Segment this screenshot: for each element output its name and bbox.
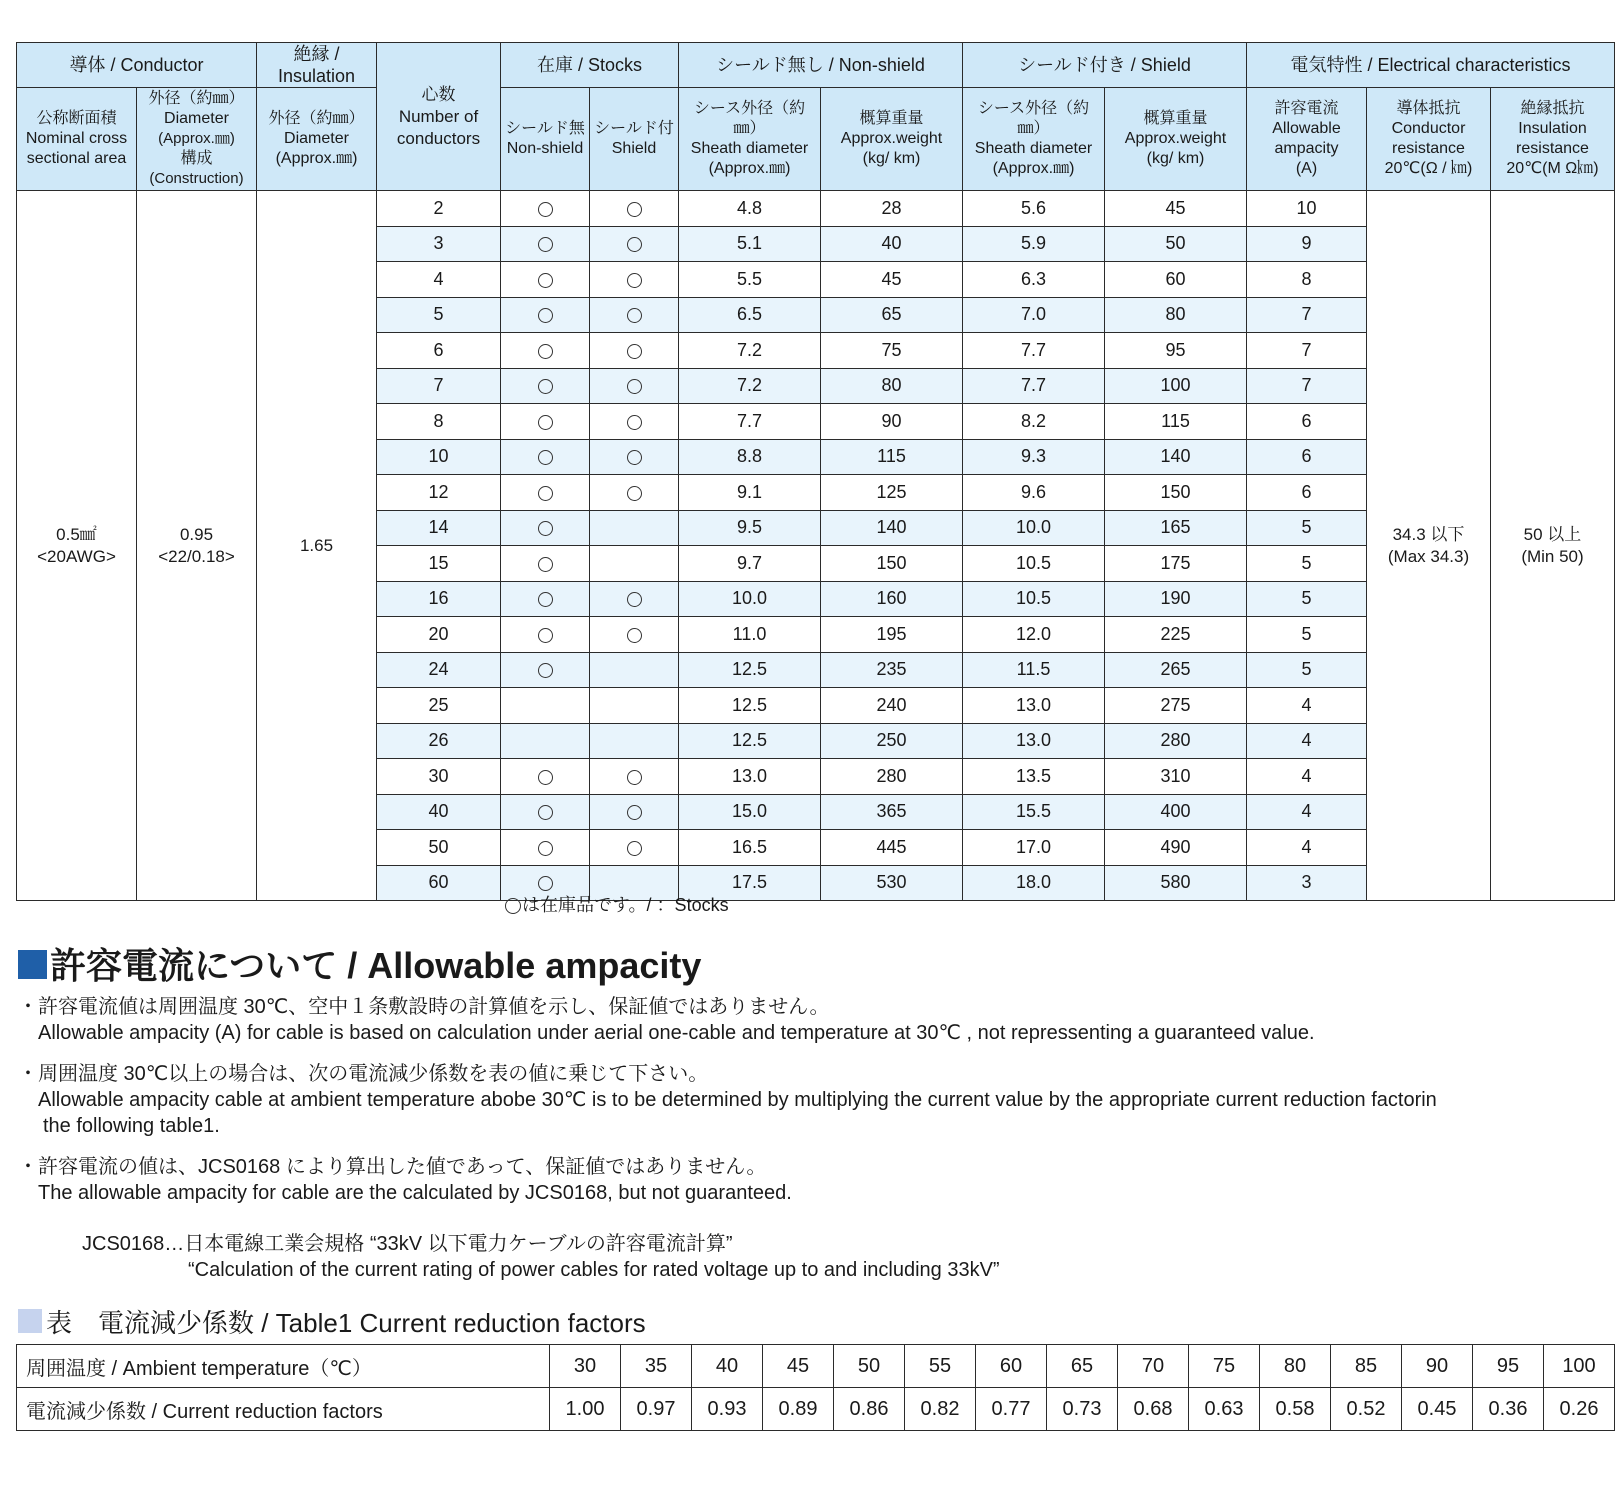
group-header-conductor: 導体 / Conductor — [17, 43, 257, 88]
cores-cell: 30 — [377, 759, 501, 795]
stock-circle-icon — [538, 663, 553, 678]
s-weight-cell: 45 — [1105, 191, 1247, 227]
stock-non-shield-cell — [501, 617, 590, 653]
ns-sheath-cell: 12.5 — [679, 723, 821, 759]
stock-non-shield-cell — [501, 404, 590, 440]
s-weight-cell: 280 — [1105, 723, 1247, 759]
temperature-value: 55 — [905, 1345, 976, 1388]
temperature-value: 95 — [1473, 1345, 1544, 1388]
ns-sheath-cell: 7.2 — [679, 368, 821, 404]
group-header-shield: シールド付き / Shield — [963, 43, 1247, 88]
stock-circle-icon — [538, 486, 553, 501]
stock-circle-icon — [627, 592, 642, 607]
header-ns-sheath-diameter: シース外径（約㎜） Sheath diameter (Approx.㎜) — [679, 88, 821, 191]
stock-non-shield-cell — [501, 723, 590, 759]
s-sheath-cell: 7.7 — [963, 368, 1105, 404]
header-s-sheath-diameter: シース外径（約㎜） Sheath diameter (Approx.㎜) — [963, 88, 1105, 191]
ampacity-cell: 3 — [1247, 865, 1367, 901]
cores-cell: 4 — [377, 262, 501, 298]
conductor-diameter-cell: 0.95 <22/0.18> — [137, 191, 257, 901]
s-weight-cell: 115 — [1105, 404, 1247, 440]
ns-weight-cell: 65 — [821, 297, 963, 333]
stock-circle-icon — [505, 898, 521, 914]
ns-sheath-cell: 5.1 — [679, 226, 821, 262]
stock-circle-icon — [538, 379, 553, 394]
s-weight-cell: 225 — [1105, 617, 1247, 653]
stock-shield-cell — [590, 546, 679, 582]
s-weight-cell: 60 — [1105, 262, 1247, 298]
stock-non-shield-cell — [501, 546, 590, 582]
ns-sheath-cell: 12.5 — [679, 688, 821, 724]
table1-title: 表 電流減少係数 / Table1 Current reduction factors — [18, 1306, 646, 1340]
cores-cell: 14 — [377, 510, 501, 546]
ns-weight-cell: 125 — [821, 475, 963, 511]
stock-circle-icon — [538, 237, 553, 252]
ampacity-cell: 7 — [1247, 297, 1367, 333]
s-sheath-cell: 9.3 — [963, 439, 1105, 475]
temperature-value: 70 — [1118, 1345, 1189, 1388]
ns-sheath-cell: 9.7 — [679, 546, 821, 582]
factor-value: 0.68 — [1118, 1388, 1189, 1431]
temperature-value: 65 — [1047, 1345, 1118, 1388]
s-sheath-cell: 7.0 — [963, 297, 1105, 333]
ns-sheath-cell: 9.1 — [679, 475, 821, 511]
ns-weight-cell: 28 — [821, 191, 963, 227]
temperature-value: 80 — [1260, 1345, 1331, 1388]
stock-circle-icon — [627, 841, 642, 856]
stock-non-shield-cell — [501, 759, 590, 795]
s-weight-cell: 100 — [1105, 368, 1247, 404]
ampacity-cell: 4 — [1247, 759, 1367, 795]
temperature-value: 100 — [1544, 1345, 1615, 1388]
stock-circle-icon — [627, 486, 642, 501]
factor-value: 0.93 — [692, 1388, 763, 1431]
ns-sheath-cell: 11.0 — [679, 617, 821, 653]
stock-shield-cell — [590, 652, 679, 688]
nominal-area-cell: 0.5㎟ <20AWG> — [17, 191, 137, 901]
stock-circle-icon — [538, 202, 553, 217]
group-header-stocks: 在庫 / Stocks — [501, 43, 679, 88]
group-header-non-shield: シールド無し / Non-shield — [679, 43, 963, 88]
stock-shield-cell — [590, 830, 679, 866]
s-sheath-cell: 15.5 — [963, 794, 1105, 830]
temperature-value: 50 — [834, 1345, 905, 1388]
s-sheath-cell: 18.0 — [963, 865, 1105, 901]
ns-weight-cell: 45 — [821, 262, 963, 298]
cores-cell: 60 — [377, 865, 501, 901]
s-weight-cell: 165 — [1105, 510, 1247, 546]
ns-weight-cell: 365 — [821, 794, 963, 830]
cores-cell: 16 — [377, 581, 501, 617]
cable-spec-table — [16, 42, 1615, 901]
s-weight-cell: 310 — [1105, 759, 1247, 795]
ampacity-cell: 5 — [1247, 652, 1367, 688]
stock-circle-icon — [538, 557, 553, 572]
ampacity-cell: 6 — [1247, 475, 1367, 511]
cores-cell: 5 — [377, 297, 501, 333]
s-weight-cell: 175 — [1105, 546, 1247, 582]
table-row — [17, 191, 1615, 227]
cores-cell: 20 — [377, 617, 501, 653]
stock-shield-cell — [590, 368, 679, 404]
ampacity-paragraph-3: ・許容電流の値は、JCS0168 により算出した値であって、保証値ではありません。 The allowable ampacity for cable are the calculated by JCS0168, but not guaranteed. — [18, 1156, 792, 1204]
ns-weight-cell: 530 — [821, 865, 963, 901]
stock-shield-cell — [590, 688, 679, 724]
s-sheath-cell: 17.0 — [963, 830, 1105, 866]
s-sheath-cell: 9.6 — [963, 475, 1105, 511]
s-sheath-cell: 8.2 — [963, 404, 1105, 440]
factor-value: 0.58 — [1260, 1388, 1331, 1431]
stock-circle-icon — [627, 628, 642, 643]
stock-circle-icon — [627, 202, 642, 217]
group-header-insulation: 絶縁 / Insulation — [257, 43, 377, 88]
ns-sheath-cell: 4.8 — [679, 191, 821, 227]
temperature-label: 周囲温度 / Ambient temperature（℃） — [17, 1345, 550, 1388]
ampacity-cell: 4 — [1247, 723, 1367, 759]
stock-circle-icon — [538, 592, 553, 607]
stock-circle-icon — [538, 628, 553, 643]
s-sheath-cell: 13.0 — [963, 723, 1105, 759]
ns-weight-cell: 445 — [821, 830, 963, 866]
stock-circle-icon — [538, 450, 553, 465]
s-sheath-cell: 5.9 — [963, 226, 1105, 262]
factor-value: 0.52 — [1331, 1388, 1402, 1431]
stock-non-shield-cell — [501, 581, 590, 617]
s-sheath-cell: 5.6 — [963, 191, 1105, 227]
stock-non-shield-cell — [501, 226, 590, 262]
factor-value: 0.97 — [621, 1388, 692, 1431]
stock-non-shield-cell — [501, 297, 590, 333]
temperature-value: 60 — [976, 1345, 1047, 1388]
ns-sheath-cell: 16.5 — [679, 830, 821, 866]
cores-cell: 7 — [377, 368, 501, 404]
ns-sheath-cell: 10.0 — [679, 581, 821, 617]
stock-circle-icon — [627, 415, 642, 430]
header-nominal-area: 公称断面積 Nominal cross sectional area — [17, 88, 137, 191]
s-sheath-cell: 7.7 — [963, 333, 1105, 369]
stock-circle-icon — [538, 415, 553, 430]
s-weight-cell: 150 — [1105, 475, 1247, 511]
group-header-electrical: 電気特性 / Electrical characteristics — [1247, 43, 1615, 88]
ampacity-paragraph-1: ・許容電流値は周囲温度 30℃、空中１条敷設時の計算値を示し、保証値ではありません。 Allowable ampacity (A) for cable is based on calculation under aerial one-cable and temperature at 30℃ , not repressenting a guaranteed value. — [18, 996, 1315, 1044]
factor-value: 0.36 — [1473, 1388, 1544, 1431]
ns-sheath-cell: 5.5 — [679, 262, 821, 298]
factor-value: 0.77 — [976, 1388, 1047, 1431]
square-bullet-icon — [18, 950, 47, 979]
stock-shield-cell — [590, 510, 679, 546]
ns-weight-cell: 240 — [821, 688, 963, 724]
ampacity-cell: 7 — [1247, 368, 1367, 404]
header-ampacity: 許容電流 Allowable ampacity (A) — [1247, 88, 1367, 191]
stock-non-shield-cell — [501, 262, 590, 298]
stock-shield-cell — [590, 723, 679, 759]
stock-legend-note: は在庫品です。/ ：Stocks — [505, 891, 729, 917]
ampacity-cell: 5 — [1247, 510, 1367, 546]
header-conductor-diameter: 外径（約㎜） Diameter (Approx.㎜) 構成 (Construction) — [137, 88, 257, 191]
s-weight-cell: 580 — [1105, 865, 1247, 901]
ampacity-cell: 9 — [1247, 226, 1367, 262]
stock-non-shield-cell — [501, 475, 590, 511]
stock-circle-icon — [627, 805, 642, 820]
ns-weight-cell: 150 — [821, 546, 963, 582]
stock-shield-cell — [590, 617, 679, 653]
header-insulation-resistance: 絶縁抵抗 Insulation resistance 20℃(M Ω㎞) — [1491, 88, 1615, 191]
header-s-weight: 概算重量 Approx.weight (kg/ km) — [1105, 88, 1247, 191]
stock-non-shield-cell — [501, 191, 590, 227]
temperature-row — [17, 1345, 1615, 1388]
stock-circle-icon — [538, 521, 553, 536]
ampacity-cell: 4 — [1247, 794, 1367, 830]
cores-cell: 12 — [377, 475, 501, 511]
cores-cell: 8 — [377, 404, 501, 440]
stock-circle-icon — [627, 308, 642, 323]
s-weight-cell: 490 — [1105, 830, 1247, 866]
ampacity-cell: 5 — [1247, 581, 1367, 617]
ampacity-cell: 4 — [1247, 688, 1367, 724]
factor-value: 0.45 — [1402, 1388, 1473, 1431]
stock-circle-icon — [538, 876, 553, 891]
ns-weight-cell: 195 — [821, 617, 963, 653]
stock-shield-cell — [590, 794, 679, 830]
ns-sheath-cell: 6.5 — [679, 297, 821, 333]
ns-sheath-cell: 7.2 — [679, 333, 821, 369]
stock-circle-icon — [538, 841, 553, 856]
ampacity-cell: 7 — [1247, 333, 1367, 369]
stock-circle-icon — [627, 344, 642, 359]
header-stock-shield: シールド付 Shield — [590, 88, 679, 191]
header-ns-weight: 概算重量 Approx.weight (kg/ km) — [821, 88, 963, 191]
ampacity-cell: 5 — [1247, 617, 1367, 653]
stock-circle-icon — [627, 450, 642, 465]
ns-weight-cell: 75 — [821, 333, 963, 369]
factor-value: 0.82 — [905, 1388, 976, 1431]
reduction-factor-table — [16, 1344, 1615, 1431]
temperature-value: 30 — [550, 1345, 621, 1388]
ampacity-cell: 6 — [1247, 404, 1367, 440]
stock-shield-cell — [590, 404, 679, 440]
ns-weight-cell: 115 — [821, 439, 963, 475]
s-weight-cell: 50 — [1105, 226, 1247, 262]
stock-shield-cell — [590, 297, 679, 333]
ns-weight-cell: 140 — [821, 510, 963, 546]
stock-shield-cell — [590, 439, 679, 475]
factor-value: 0.89 — [763, 1388, 834, 1431]
ampacity-paragraph-2: ・周囲温度 30℃以上の場合は、次の電流減少係数を表の値に乗じて下さい。 Allowable ampacity cable at ambient temperature abobe 30℃ is to be determined by multiplying the current value by the appropriate current reduction factorin the following table1. — [18, 1063, 1437, 1137]
ampacity-cell: 10 — [1247, 191, 1367, 227]
temperature-value: 35 — [621, 1345, 692, 1388]
temperature-value: 85 — [1331, 1345, 1402, 1388]
s-sheath-cell: 13.0 — [963, 688, 1105, 724]
factor-value: 0.86 — [834, 1388, 905, 1431]
stock-circle-icon — [538, 344, 553, 359]
ampacity-cell: 8 — [1247, 262, 1367, 298]
stock-non-shield-cell — [501, 794, 590, 830]
header-num-conductors: 心数 Number of conductors — [377, 43, 501, 191]
header-conductor-resistance: 導体抵抗 Conductor resistance 20℃(Ω / ㎞) — [1367, 88, 1491, 191]
cores-cell: 40 — [377, 794, 501, 830]
stock-non-shield-cell — [501, 439, 590, 475]
s-weight-cell: 140 — [1105, 439, 1247, 475]
ns-sheath-cell: 15.0 — [679, 794, 821, 830]
stock-circle-icon — [627, 770, 642, 785]
stock-non-shield-cell — [501, 830, 590, 866]
s-sheath-cell: 6.3 — [963, 262, 1105, 298]
stock-circle-icon — [627, 273, 642, 288]
stock-circle-icon — [627, 237, 642, 252]
stock-shield-cell — [590, 262, 679, 298]
stock-non-shield-cell — [501, 688, 590, 724]
stock-circle-icon — [538, 770, 553, 785]
ns-weight-cell: 235 — [821, 652, 963, 688]
factor-value: 0.73 — [1047, 1388, 1118, 1431]
s-weight-cell: 400 — [1105, 794, 1247, 830]
stock-circle-icon — [538, 805, 553, 820]
s-sheath-cell: 10.5 — [963, 581, 1105, 617]
cores-cell: 50 — [377, 830, 501, 866]
temperature-value: 45 — [763, 1345, 834, 1388]
stock-non-shield-cell — [501, 368, 590, 404]
stock-non-shield-cell — [501, 333, 590, 369]
s-sheath-cell: 10.0 — [963, 510, 1105, 546]
s-sheath-cell: 10.5 — [963, 546, 1105, 582]
stock-shield-cell — [590, 333, 679, 369]
ns-sheath-cell: 12.5 — [679, 652, 821, 688]
s-weight-cell: 95 — [1105, 333, 1247, 369]
cores-cell: 15 — [377, 546, 501, 582]
s-weight-cell: 275 — [1105, 688, 1247, 724]
ns-weight-cell: 90 — [821, 404, 963, 440]
ns-weight-cell: 250 — [821, 723, 963, 759]
factor-row — [17, 1388, 1615, 1431]
ns-weight-cell: 80 — [821, 368, 963, 404]
ns-sheath-cell: 7.7 — [679, 404, 821, 440]
stock-shield-cell — [590, 191, 679, 227]
cores-cell: 2 — [377, 191, 501, 227]
stock-shield-cell — [590, 759, 679, 795]
ns-weight-cell: 160 — [821, 581, 963, 617]
ns-weight-cell: 40 — [821, 226, 963, 262]
cores-cell: 6 — [377, 333, 501, 369]
ampacity-cell: 4 — [1247, 830, 1367, 866]
stock-non-shield-cell — [501, 652, 590, 688]
temperature-value: 75 — [1189, 1345, 1260, 1388]
stock-circle-icon — [627, 379, 642, 394]
s-sheath-cell: 13.5 — [963, 759, 1105, 795]
stock-shield-cell — [590, 226, 679, 262]
header-stock-non-shield: シールド無 Non-shield — [501, 88, 590, 191]
header-insulation-diameter: 外径（約㎜） Diameter (Approx.㎜) — [257, 88, 377, 191]
stock-non-shield-cell — [501, 510, 590, 546]
ns-sheath-cell: 13.0 — [679, 759, 821, 795]
insulation-diameter-cell: 1.65 — [257, 191, 377, 901]
stock-circle-icon — [538, 273, 553, 288]
factor-label: 電流減少係数 / Current reduction factors — [17, 1388, 550, 1431]
factor-value: 1.00 — [550, 1388, 621, 1431]
stock-shield-cell — [590, 475, 679, 511]
cores-cell: 3 — [377, 226, 501, 262]
s-sheath-cell: 11.5 — [963, 652, 1105, 688]
stock-circle-icon — [538, 308, 553, 323]
square-bullet-icon — [18, 1309, 42, 1333]
cores-cell: 24 — [377, 652, 501, 688]
insulation-resistance-cell: 50 以上 (Min 50) — [1491, 191, 1615, 901]
ns-sheath-cell: 9.5 — [679, 510, 821, 546]
factor-value: 0.63 — [1189, 1388, 1260, 1431]
ns-sheath-cell: 8.8 — [679, 439, 821, 475]
factor-value: 0.26 — [1544, 1388, 1615, 1431]
s-weight-cell: 265 — [1105, 652, 1247, 688]
s-weight-cell: 80 — [1105, 297, 1247, 333]
jcs-reference: JCS0168…日本電線工業会規格 “33kV 以下電力ケーブルの許容電流計算” “Calculation of the current rating of power cables for rated voltage up to and including 33kV” — [82, 1233, 1000, 1281]
s-weight-cell: 190 — [1105, 581, 1247, 617]
ampacity-cell: 6 — [1247, 439, 1367, 475]
cores-cell: 10 — [377, 439, 501, 475]
ns-weight-cell: 280 — [821, 759, 963, 795]
s-sheath-cell: 12.0 — [963, 617, 1105, 653]
ampacity-section-title: 許容電流について / Allowable ampacity — [18, 944, 701, 988]
ns-sheath-cell: 17.5 — [679, 865, 821, 901]
stock-shield-cell — [590, 581, 679, 617]
cores-cell: 25 — [377, 688, 501, 724]
temperature-value: 40 — [692, 1345, 763, 1388]
conductor-resistance-cell: 34.3 以下 (Max 34.3) — [1367, 191, 1491, 901]
temperature-value: 90 — [1402, 1345, 1473, 1388]
ampacity-cell: 5 — [1247, 546, 1367, 582]
cores-cell: 26 — [377, 723, 501, 759]
